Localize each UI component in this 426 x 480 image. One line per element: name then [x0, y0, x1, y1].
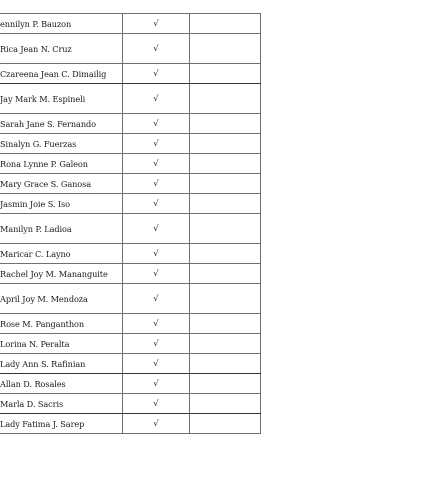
blank-cell	[190, 374, 261, 394]
table-row	[0, 244, 261, 264]
blank-cell	[190, 314, 261, 334]
student-name: ennilyn P. Bauzon	[0, 14, 123, 34]
table-row	[0, 84, 261, 114]
student-name: Lorina N. Peralta	[0, 334, 123, 354]
blank-cell	[190, 284, 261, 314]
check-mark: √	[123, 334, 190, 354]
table-row	[0, 134, 261, 154]
table-row	[0, 114, 261, 134]
check-mark: √	[123, 354, 190, 374]
blank-cell	[190, 244, 261, 264]
check-mark: √	[123, 414, 190, 434]
student-name: Marla D. Sacris	[0, 394, 123, 414]
check-mark: √	[123, 114, 190, 134]
attendance-table	[0, 13, 261, 434]
table-row	[0, 334, 261, 354]
check-mark: √	[123, 214, 190, 244]
blank-cell	[190, 84, 261, 114]
student-name: Lady Ann S. Rafinian	[0, 354, 123, 374]
student-name: Rachel Joy M. Mananguite	[0, 264, 123, 284]
check-mark: √	[123, 34, 190, 64]
student-name: Sinalyn G. Fuerzas	[0, 134, 123, 154]
student-name: Jasmin Joie S. Iso	[0, 194, 123, 214]
blank-cell	[190, 394, 261, 414]
check-mark: √	[123, 154, 190, 174]
table-row	[0, 394, 261, 414]
check-mark: √	[123, 134, 190, 154]
blank-cell	[190, 64, 261, 84]
table-row	[0, 374, 261, 394]
student-name: April Joy M. Mendoza	[0, 284, 123, 314]
check-mark: √	[123, 174, 190, 194]
blank-cell	[190, 34, 261, 64]
table-row	[0, 154, 261, 174]
student-name: Maricar C. Layno	[0, 244, 123, 264]
student-name: Czareena Jean C. Dimailig	[0, 64, 123, 84]
blank-cell	[190, 214, 261, 244]
table-row	[0, 264, 261, 284]
table-row	[0, 34, 261, 64]
check-mark: √	[123, 264, 190, 284]
blank-cell	[190, 354, 261, 374]
blank-cell	[190, 114, 261, 134]
student-name: Lady Fatima J. Sarep	[0, 414, 123, 434]
table-row	[0, 194, 261, 214]
student-name: Mary Grace S. Ganosa	[0, 174, 123, 194]
blank-cell	[190, 414, 261, 434]
check-mark: √	[123, 244, 190, 264]
student-name: Manilyn P. Ladioa	[0, 214, 123, 244]
check-mark: √	[123, 84, 190, 114]
student-name: Sarah Jane S. Fernando	[0, 114, 123, 134]
blank-cell	[190, 334, 261, 354]
student-name: Rona Lynne P. Galeon	[0, 154, 123, 174]
table-row	[0, 64, 261, 84]
table-row	[0, 14, 261, 34]
check-mark: √	[123, 14, 190, 34]
check-mark: √	[123, 194, 190, 214]
blank-cell	[190, 174, 261, 194]
blank-cell	[190, 264, 261, 284]
check-mark: √	[123, 394, 190, 414]
blank-cell	[190, 154, 261, 174]
check-mark: √	[123, 374, 190, 394]
student-name: Rica Jean N. Cruz	[0, 34, 123, 64]
table-row	[0, 354, 261, 374]
blank-cell	[190, 14, 261, 34]
table-row	[0, 214, 261, 244]
blank-cell	[190, 194, 261, 214]
check-mark: √	[123, 284, 190, 314]
table-row	[0, 414, 261, 434]
student-name: Rose M. Panganthon	[0, 314, 123, 334]
check-mark: √	[123, 64, 190, 84]
table-row	[0, 284, 261, 314]
blank-cell	[190, 134, 261, 154]
student-name: Jay Mark M. Espineli	[0, 84, 123, 114]
check-mark: √	[123, 314, 190, 334]
table-row	[0, 314, 261, 334]
table-row	[0, 174, 261, 194]
student-name: Allan D. Rosales	[0, 374, 123, 394]
